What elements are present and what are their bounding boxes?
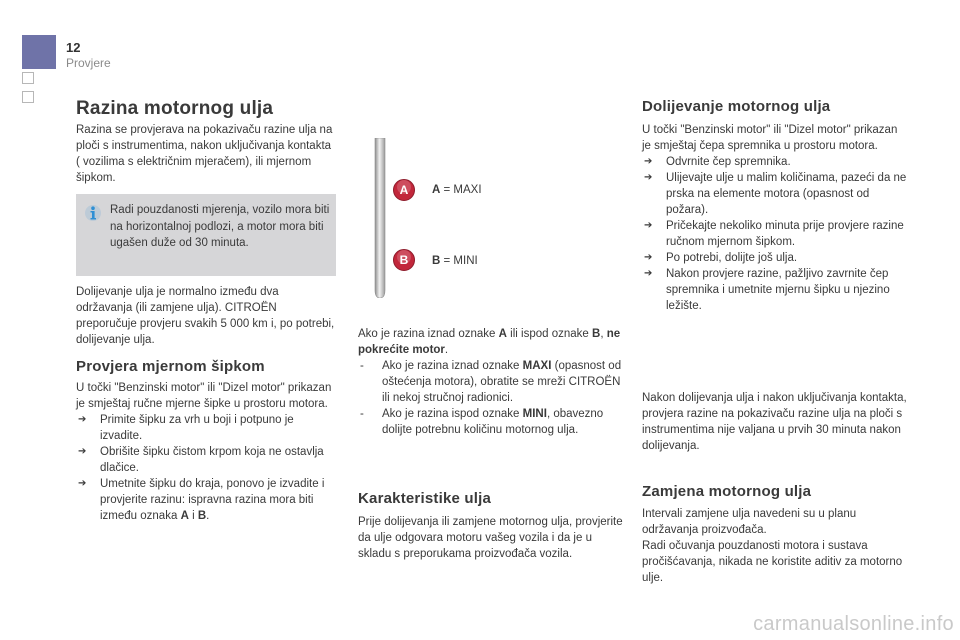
list-item: ➔ Po potrebi, dolijte još ulja. <box>644 252 798 264</box>
marker-a-letter: A <box>399 183 409 198</box>
marker-b-badge <box>392 248 416 272</box>
dipstick-intro: U točki "Benzinski motor" ili "Dizel motor" prikazan je smještaj ručne mjerne šipke u prostoru motora. <box>76 382 332 410</box>
bullet-glyph: ➔ <box>78 478 87 489</box>
marker-a-badge <box>392 178 416 202</box>
topping-up-steps-list <box>642 154 908 314</box>
list-item: ➔ Primite šipku za vrh u boji i potpuno je izvadite. <box>78 414 294 442</box>
marker-b-letter: B <box>399 253 409 268</box>
section-name: Provjere <box>66 56 111 70</box>
info-note-text: Radi pouzdanosti mjerenja, vozilo mora biti na horizontalnoj podlozi, a motor mora biti ugašen duže od 30 minuta. <box>110 204 330 249</box>
list-item: - Ako je razina iznad oznake MAXI (opasnost od oštećenja motora), obratite se mreži CITROËN ili nekoj stručnoj radionici. <box>360 360 622 404</box>
list-item: ➔ Obrišite šipku čistom krpom koja ne ostavlja dlačice. <box>78 446 324 474</box>
main-title: Razina motornog ulja <box>76 98 274 119</box>
topping-up-body <box>642 122 908 314</box>
list-item: ➔ Umetnite šipku do kraja, ponovo je izvadite i provjerite razinu: ispravna razina mora biti između oznaka A i B. <box>78 478 325 522</box>
page-number: 12 <box>66 40 81 55</box>
topping-up-intro: U točki "Benzinski motor" ili "Dizel motor" prikazan je smještaj čepa spremnika u prostoru motora. <box>642 124 898 152</box>
info-icon <box>84 204 102 222</box>
info-note-box <box>76 194 336 276</box>
label-mini: B = MINI <box>432 255 478 267</box>
after-topping-up-text: Nakon dolijevanja ulja i nakon uključivanja kontakta, provjera razine na pokazivaču razine ulja na ploči s instrumentima nije valjana u prvih 30 minuta nakon dolijevanja. <box>642 392 907 452</box>
bullet-glyph: ➔ <box>78 414 87 425</box>
list-item: ➔ Odvrnite čep spremnika. <box>644 156 791 168</box>
list-item: - Ako je razina ispod oznake MINI, obavezno dolijte potrebnu količinu motornog ulja. <box>360 408 604 436</box>
maintenance-paragraph: Dolijevanje ulja je normalno između dva održavanja (ili zamjene ulja). CITROËN preporučuje provjeru svakih 5 000 km i, po potrebi, dolijevanje ulja. <box>76 286 335 346</box>
oil-change-body <box>642 506 908 586</box>
page-marker-square <box>22 91 34 103</box>
oil-change-text-2: Radi očuvanja pouzdanosti motora i sustava pročišćavanja, nikada ne koristite aditiv za motorno ulje. <box>642 540 903 584</box>
dipstick-section-title: Provjera mjernom šipkom <box>76 358 265 375</box>
list-item: ➔ Pričekajte nekoliko minuta prije provjere razine ručnom mjernom šipkom. <box>644 220 904 248</box>
level-warning-block <box>358 326 626 438</box>
dipstick-illustration <box>372 138 388 298</box>
section-color-square <box>22 35 56 69</box>
label-maxi: A = MAXI <box>432 184 482 196</box>
dipstick-steps-list <box>76 412 338 524</box>
bullet-glyph: ➔ <box>78 446 87 457</box>
level-cases-list <box>358 358 626 438</box>
watermark: carmanualsonline.info <box>753 613 954 635</box>
oil-specs-text: Prije dolijevanja ili zamjene motornog ulja, provjerite da ulje odgovara motoru vašeg vozila i da je u skladu s preporukama proizvođača vozila. <box>358 516 623 560</box>
topping-up-title: Dolijevanje motornog ulja <box>642 98 831 115</box>
intro-paragraph: Razina se provjerava na pokazivaču razine ulja na ploči s instrumentima, nakon uključivanja kontakta ( vozilima s električnim mjeračem), ili mjernom šipkom. <box>76 124 333 184</box>
list-item: ➔ Ulijevajte ulje u malim količinama, pazeći da ne prska na elemente motora (opasnost od požara). <box>644 172 907 216</box>
oil-specs-title: Karakteristike ulja <box>358 490 492 507</box>
list-item: ➔ Nakon provjere razine, pažljivo zavrnite čep spremnika i umetnite mjernu šipku u njezino ležište. <box>644 268 890 312</box>
dipstick-section-body <box>76 380 338 524</box>
level-warning-intro: Ako je razina iznad oznake A ili ispod oznake B, ne pokrećite motor. <box>358 328 621 356</box>
oil-change-text-1: Intervali zamjene ulja navedeni su u planu održavanja proizvođača. <box>642 508 857 536</box>
page-marker-square <box>22 72 34 84</box>
oil-change-title: Zamjena motornog ulja <box>642 483 812 500</box>
